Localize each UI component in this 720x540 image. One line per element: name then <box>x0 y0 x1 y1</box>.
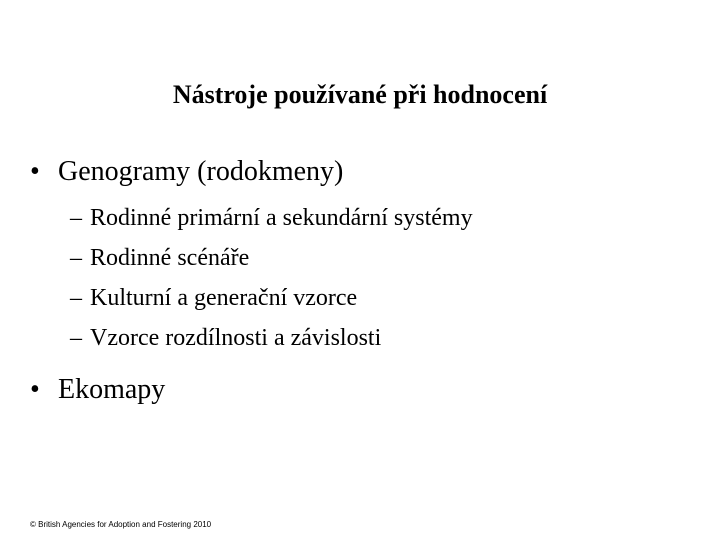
dash-mark: – <box>70 205 82 231</box>
sub-item-text: Rodinné primární a sekundární systémy <box>90 205 473 231</box>
sub-item-text: Vzorce rozdílnosti a závislosti <box>90 325 382 351</box>
bullet-item-ekomapy <box>30 372 473 408</box>
sub-item-text: Rodinné scénáře <box>90 245 250 271</box>
copyright-footer: © British Agencies for Adoption and Fostering 2010 <box>30 520 212 529</box>
sub-item-text: Kulturní a generační vzorce <box>90 285 358 311</box>
dash-mark: – <box>70 325 82 351</box>
sub-item <box>70 318 473 358</box>
bullet-text: Ekomapy <box>58 374 166 405</box>
dash-mark: – <box>70 245 82 271</box>
bullet-text: Genogramy (rodokmeny) <box>58 156 344 187</box>
bullet-item-genogramy <box>30 154 473 358</box>
bullet-mark: • <box>30 374 40 405</box>
sub-list <box>70 198 473 358</box>
sub-item <box>70 198 473 238</box>
bullet-list <box>30 154 473 408</box>
sub-item <box>70 278 473 318</box>
bullet-mark: • <box>30 156 40 187</box>
dash-mark: – <box>70 285 82 311</box>
sub-item <box>70 238 473 278</box>
slide-title: Nástroje používané při hodnocení <box>172 80 548 109</box>
